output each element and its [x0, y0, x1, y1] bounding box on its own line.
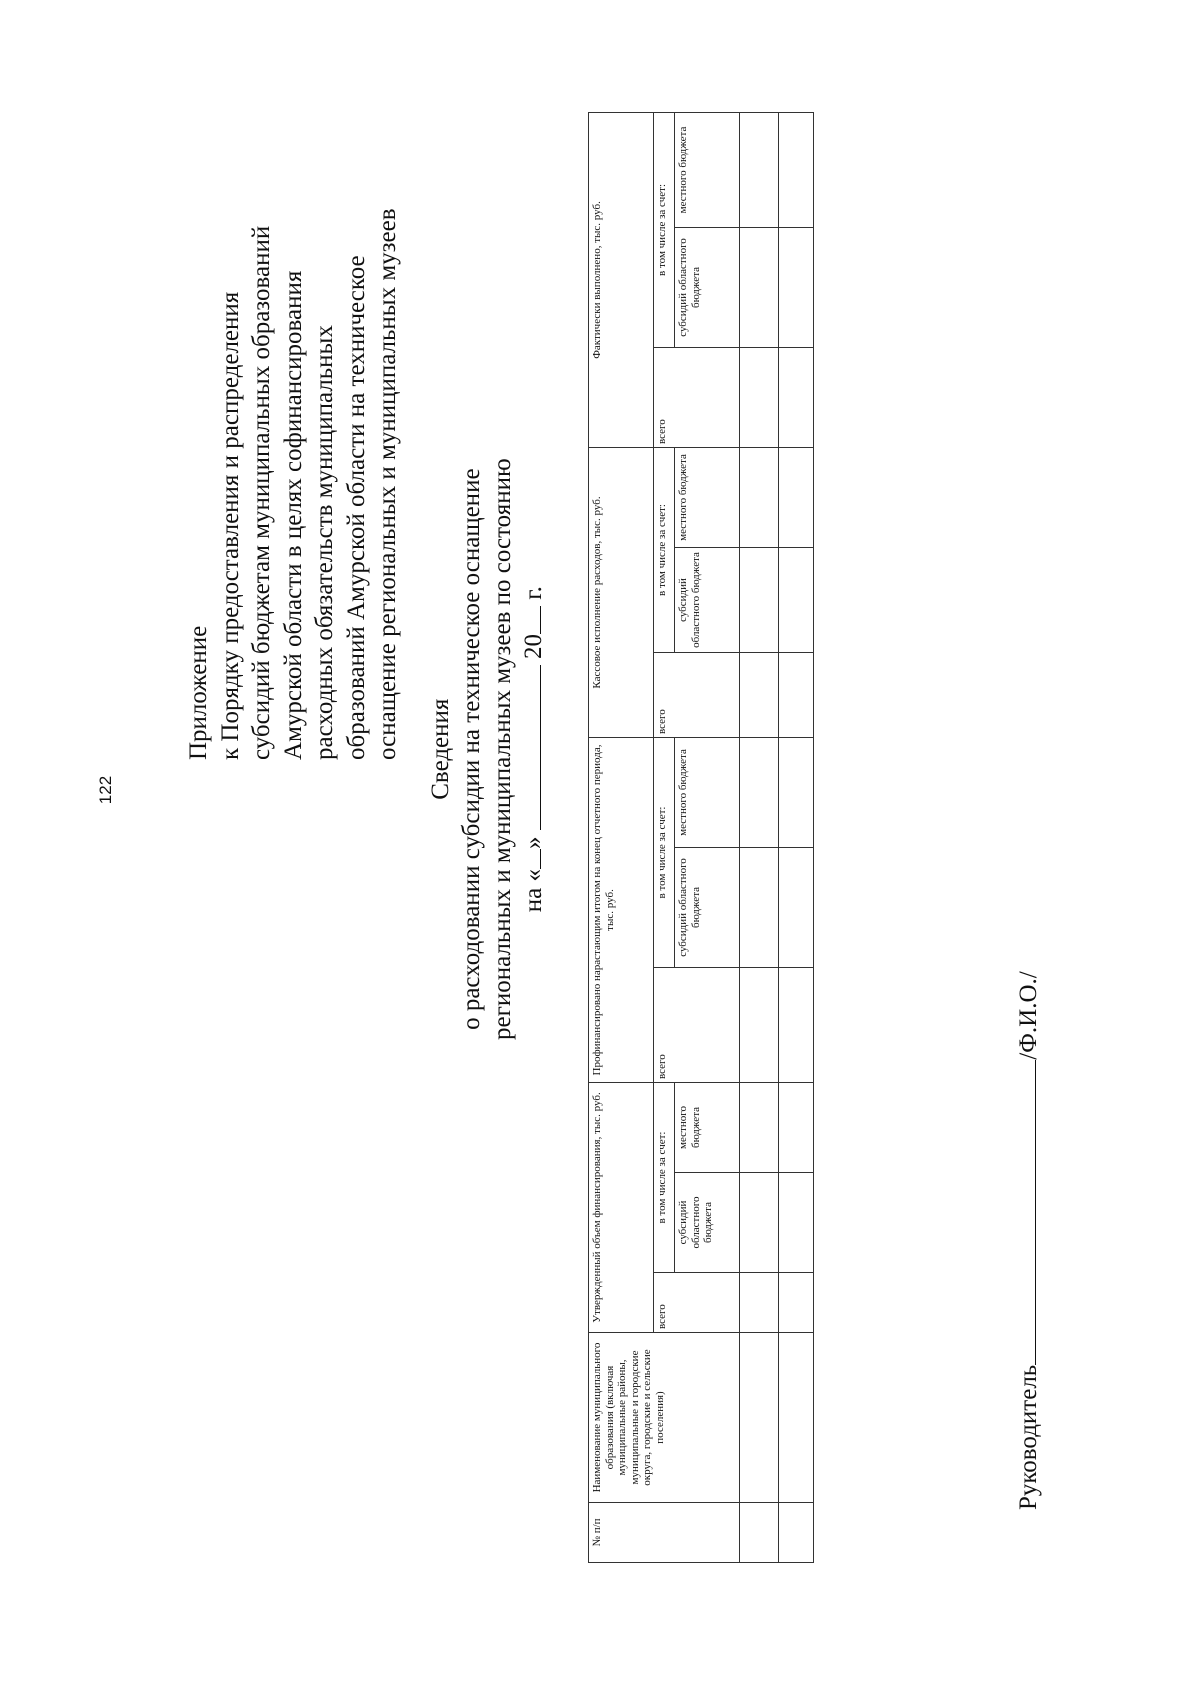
day-blank — [518, 849, 541, 869]
table-cell — [779, 652, 814, 737]
table-cell — [740, 1503, 779, 1563]
table-cell — [740, 737, 779, 847]
table-cell — [740, 652, 779, 737]
table-cell — [779, 347, 814, 447]
month-blank — [518, 665, 541, 830]
group-header-actual: Фактически выполнено, тыс. руб. — [589, 112, 654, 447]
table-cell — [779, 1173, 814, 1273]
regional-subsidy-header: субсидий областного бюджета — [675, 547, 740, 652]
total-header: всего — [654, 1273, 740, 1333]
appendix-line: Приложение — [185, 625, 212, 760]
table-cell — [779, 227, 814, 347]
table-cell — [779, 1082, 814, 1172]
signature-name: /Ф.И.О./ — [1015, 971, 1042, 1060]
appendix-line: Амурской области в целях софинансирования — [279, 270, 307, 760]
title-line: региональных и муниципальных музеев по состоянию — [489, 458, 516, 1040]
title-date-line — [518, 458, 549, 1040]
including-header: в том числе за счет: — [654, 447, 675, 652]
table-cell — [740, 547, 779, 652]
table-cell — [779, 1333, 814, 1503]
appendix-line: образований Амурской области на техническое — [342, 255, 370, 760]
local-budget-header: местного бюджета — [675, 447, 740, 547]
table-cell — [740, 1333, 779, 1503]
table-cell — [779, 1273, 814, 1333]
total-header: всего — [654, 967, 740, 1082]
table-cell — [740, 1273, 779, 1333]
appendix-line: оснащение региональных и муниципальных музеев — [374, 208, 401, 760]
table-cell — [779, 1503, 814, 1563]
date-suffix: г. — [520, 586, 547, 600]
appendix-line: субсидий бюджетам муниципальных образований — [248, 225, 275, 760]
date-prefix: на « — [520, 869, 547, 913]
appendix-line: расходных обязательств муниципальных — [311, 325, 338, 760]
table-cell — [740, 847, 779, 967]
year-blank — [518, 606, 541, 634]
table-cell — [740, 347, 779, 447]
table-cell — [779, 547, 814, 652]
table-cell — [740, 112, 779, 227]
table-cell — [779, 112, 814, 227]
signature-line — [1015, 971, 1043, 1510]
local-budget-header: местного бюджета — [675, 112, 740, 227]
report-title — [425, 458, 549, 1040]
table-cell — [740, 1173, 779, 1273]
local-budget-header: местного бюджета — [675, 1082, 740, 1172]
regional-subsidy-header: субсидий областного бюджета — [675, 227, 740, 347]
regional-subsidy-header: субсидий областного бюджета — [675, 1173, 740, 1273]
local-budget-header: местного бюджета — [675, 737, 740, 847]
table-cell — [740, 1082, 779, 1172]
total-header: всего — [654, 347, 740, 447]
table-row — [779, 112, 814, 1562]
report-table — [588, 112, 814, 1563]
title-heading: Сведения — [427, 698, 454, 800]
table-cell — [740, 447, 779, 547]
table-cell — [779, 967, 814, 1082]
group-header-financed: Профинансировано нарастающим итогом на конец отчетного периода, тыс. руб. — [589, 737, 654, 1082]
group-header-cash: Кассовое исполнение расходов, тыс. руб. — [589, 447, 654, 737]
page-number: 122 — [96, 775, 115, 805]
table-row — [740, 112, 779, 1562]
including-header: в том числе за счет: — [654, 1082, 675, 1272]
table-cell — [779, 737, 814, 847]
regional-subsidy-header: субсидий областного бюджета — [675, 847, 740, 967]
col-name-header: Наименование муниципального образования (включая муниципальные районы, муниципальные и городские округа, городские и сельские поселения) — [589, 1333, 740, 1503]
col-number-header: № п/п — [589, 1503, 740, 1563]
table-cell — [740, 967, 779, 1082]
appendix-line: к Порядку предоставления и распределения — [216, 291, 244, 760]
including-header: в том числе за счет: — [654, 737, 675, 967]
table-cell — [779, 447, 814, 547]
date-year: 20 — [520, 634, 547, 660]
group-header-approved: Утвержденный объем финансирования, тыс. руб. — [589, 1082, 654, 1332]
signature-label: Руководитель — [1015, 1364, 1042, 1510]
table-cell — [740, 227, 779, 347]
signature-blank — [1015, 1060, 1036, 1365]
title-line: о расходовании субсидии на техническое оснащение — [458, 468, 485, 1030]
including-header: в том числе за счет: — [654, 112, 675, 347]
date-quote: » — [520, 836, 547, 850]
table-cell — [779, 847, 814, 967]
appendix-block — [183, 208, 404, 760]
total-header: всего — [654, 652, 740, 737]
